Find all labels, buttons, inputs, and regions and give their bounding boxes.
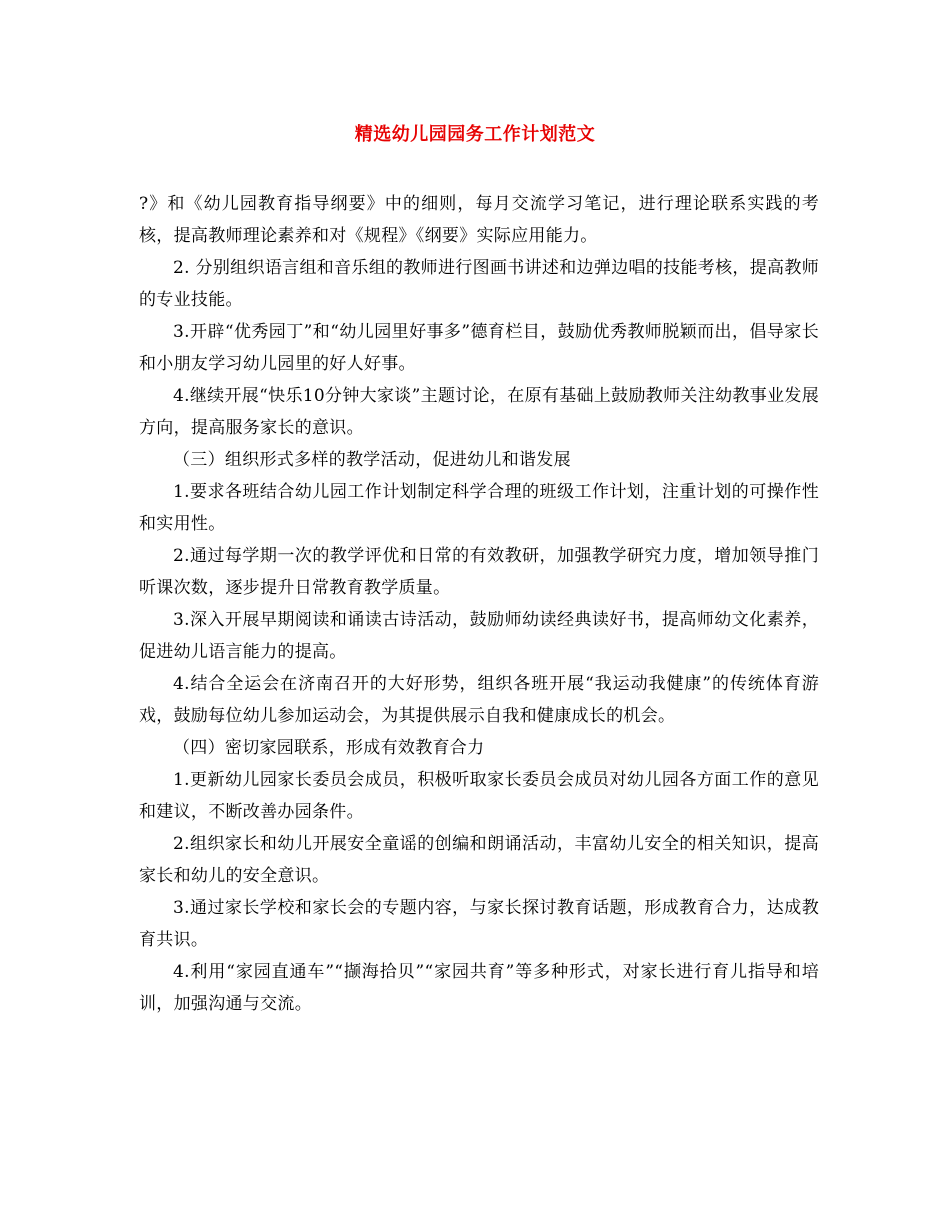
- section-heading: （三）组织形式多样的教学活动，促进幼儿和谐发展: [173, 450, 571, 470]
- paragraph-item: 2.通过每学期一次的教学评优和日常的有效教研，加强教学研究力度，增加领导推门听课次数，逐步提升日常教育教学质量。: [139, 546, 819, 598]
- paragraph-item: 1.更新幼儿园家长委员会成员，积极听取家长委员会成员对幼儿园各方面工作的意见和建议，不断改善办园条件。: [139, 770, 819, 822]
- paragraph-item: 3.深入开展早期阅读和诵读古诗活动，鼓励师幼读经典读好书，提高师幼文化素养，促进幼儿语言能力的提高。: [139, 610, 819, 662]
- document-body: [139, 188, 819, 1020]
- paragraph-continuation: ?》和《幼儿园教育指导纲要》中的细则，每月交流学习笔记，进行理论联系实践的考核，提高教师理论素养和对《规程》《纲要》实际应用能力。: [139, 194, 819, 246]
- paragraph-item: 4.继续开展“快乐10分钟大家谈”主题讨论，在原有基础上鼓励教师关注幼教事业发展方向，提高服务家长的意识。: [139, 386, 819, 438]
- paragraph-item: 3.通过家长学校和家长会的专题内容，与家长探讨教育话题，形成教育合力，达成教育共识。: [139, 898, 819, 950]
- paragraph-item: 4.利用“家园直通车”“撷海拾贝”“家园共育”等多种形式，对家长进行育儿指导和培训，加强沟通与交流。: [139, 962, 819, 1014]
- paragraph-item: 4.结合全运会在济南召开的大好形势，组织各班开展“我运动我健康”的传统体育游戏，鼓励每位幼儿参加运动会，为其提供展示自我和健康成长的机会。: [139, 674, 819, 726]
- section-heading: （四）密切家园联系，形成有效教育合力: [173, 738, 485, 758]
- paragraph-item: 1.要求各班结合幼儿园工作计划制定科学合理的班级工作计划，注重计划的可操作性和实用性。: [139, 482, 819, 534]
- paragraph-item: 2.组织家长和幼儿开展安全童谣的创编和朗诵活动，丰富幼儿安全的相关知识，提高家长和幼儿的安全意识。: [139, 834, 819, 886]
- document-title: 精选幼儿园园务工作计划范文: [354, 124, 596, 145]
- paragraph-item: 3.开辟“优秀园丁”和“幼儿园里好事多”德育栏目，鼓励优秀教师脱颖而出，倡导家长和小朋友学习幼儿园里的好人好事。: [139, 322, 819, 374]
- paragraph-item: 2. 分别组织语言组和音乐组的教师进行图画书讲述和边弹边唱的技能考核，提高教师的专业技能。: [139, 258, 819, 310]
